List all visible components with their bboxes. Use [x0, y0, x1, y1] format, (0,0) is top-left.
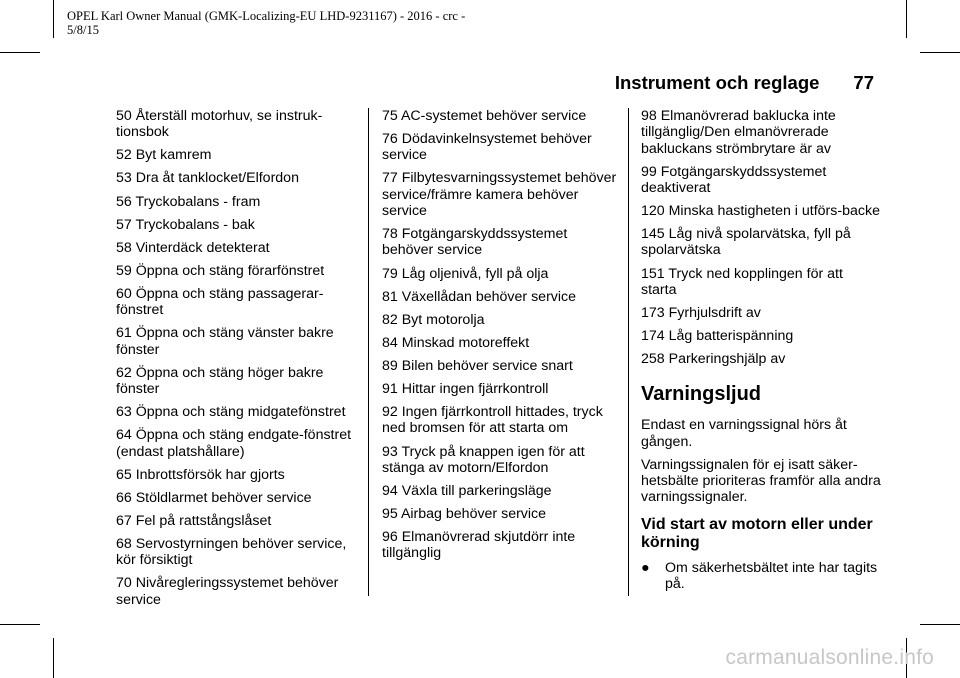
column-2 — [382, 108, 622, 568]
paragraph: Varningssignalen för ej isatt säker-hetsbälte prioriteras framför alla andra varningssignaler. — [641, 456, 881, 506]
section-title: Instrument och reglage — [614, 72, 820, 93]
list-item: 61 Öppna och stäng vänster bakre fönster — [116, 325, 334, 358]
list-item: 63 Öppna och stäng midgatefönstret — [116, 404, 346, 421]
list-item: 98 Elmanövrerad baklucka inte tillgänglig/Den elmanövrerade bakluckans strömbrytare är av — [641, 108, 836, 157]
column-divider — [368, 108, 369, 596]
list-item: 67 Fel på rattstångslåset — [116, 512, 272, 529]
column-1 — [116, 108, 360, 615]
crop-mark — [53, 638, 54, 678]
list-item: 81 Växellådan behöver service — [382, 288, 577, 305]
list-item: 50 Återställ motorhuv, se instruk-tionsbok — [116, 108, 323, 141]
list-item: 93 Tryck på knappen igen för att stänga av motorn/Elfordon — [382, 443, 585, 476]
list-item: 60 Öppna och stäng passagerar-fönstret — [116, 285, 324, 319]
meta-line: OPEL Karl Owner Manual (GMK-Localizing-EU LHD-9231167) - 2016 - crc - — [67, 9, 466, 23]
list-item: 68 Servostyrningen behöver service, kör försiktigt — [116, 535, 347, 569]
paragraph: Endast en varningssignal hörs åt gången. — [641, 417, 847, 450]
list-item: 94 Växla till parkeringsläge — [382, 482, 552, 499]
list-item: 58 Vinterdäck detekterat — [116, 239, 270, 256]
list-item: 57 Tryckobalans - bak — [116, 216, 255, 233]
list-item: 91 Hittar ingen fjärrkontroll — [382, 381, 549, 398]
list-item: 89 Bilen behöver service snart — [382, 357, 573, 374]
list-item: 84 Minskad motoreffekt — [382, 334, 530, 351]
list-item: 66 Stöldlarmet behöver service — [116, 489, 312, 506]
bullet-icon: ● — [641, 559, 650, 576]
crop-mark — [53, 0, 54, 38]
subsection-heading: Vid start av motorn eller under körning — [641, 515, 873, 552]
crop-mark — [920, 52, 960, 53]
meta-line: 5/8/15 — [67, 23, 99, 37]
list-item: 151 Tryck ned kopplingen för att starta — [641, 265, 843, 298]
list-item: 53 Dra åt tanklocket/Elfordon — [116, 170, 299, 187]
list-item: 95 Airbag behöver service — [382, 506, 547, 522]
bullet-text: Om säkerhetsbältet inte har tagits på. — [665, 559, 878, 593]
list-item: 77 Filbytesvarningssystemet behöver service/främre kamera behöver service — [382, 170, 617, 220]
page-number: 77 — [853, 72, 874, 93]
list-item: 62 Öppna och stäng höger bakre fönster — [116, 364, 324, 398]
watermark: carmanualsonline.info — [725, 646, 934, 669]
list-item: 99 Fotgängarskyddssystemet deaktiverat — [641, 163, 827, 196]
crop-mark — [0, 624, 40, 625]
list-item: 56 Tryckobalans - fram — [116, 193, 261, 210]
list-item: 145 Låg nivå spolarvätska, fyll på spolarvätska — [641, 226, 851, 259]
list-item: 258 Parkeringshjälp av — [641, 351, 786, 368]
list-item: 96 Elmanövrerad skjutdörr inte tillgänglig — [382, 529, 576, 562]
page-header — [615, 72, 874, 94]
list-item: 75 AC-systemet behöver service — [382, 108, 587, 124]
list-item: 82 Byt motorolja — [382, 311, 485, 328]
column-3 — [641, 108, 881, 592]
list-item: 173 Fyrhjulsdrift av — [641, 304, 761, 321]
list-item: 64 Öppna och stäng endgate-fönstret (endast platshållare) — [116, 427, 352, 460]
list-item: 78 Fotgängarskyddssystemet behöver service — [382, 226, 568, 259]
list-item: 92 Ingen fjärrkontroll hittades, tryck ned bromsen för att starta om — [382, 404, 603, 437]
list-item: 76 Dödavinkelnsystemet behöver service — [382, 131, 592, 164]
document-meta — [67, 9, 497, 37]
crop-mark — [906, 0, 907, 38]
list-item: 120 Minska hastigheten i utförs-backe — [641, 203, 880, 220]
list-item: 52 Byt kamrem — [116, 147, 212, 164]
section-heading: Varningsljud — [641, 383, 762, 406]
column-divider — [628, 108, 629, 596]
crop-mark — [920, 624, 960, 625]
bullet-item — [641, 560, 881, 593]
crop-mark — [0, 52, 40, 53]
list-item: 59 Öppna och stäng förarfönstret — [116, 262, 325, 279]
list-item: 174 Låg batterispänning — [641, 328, 794, 345]
list-item: 65 Inbrottsförsök har gjorts — [116, 466, 285, 483]
list-item: 70 Nivåregleringssystemet behöver service — [116, 575, 339, 608]
list-item: 79 Låg oljenivå, fyll på olja — [382, 265, 549, 282]
